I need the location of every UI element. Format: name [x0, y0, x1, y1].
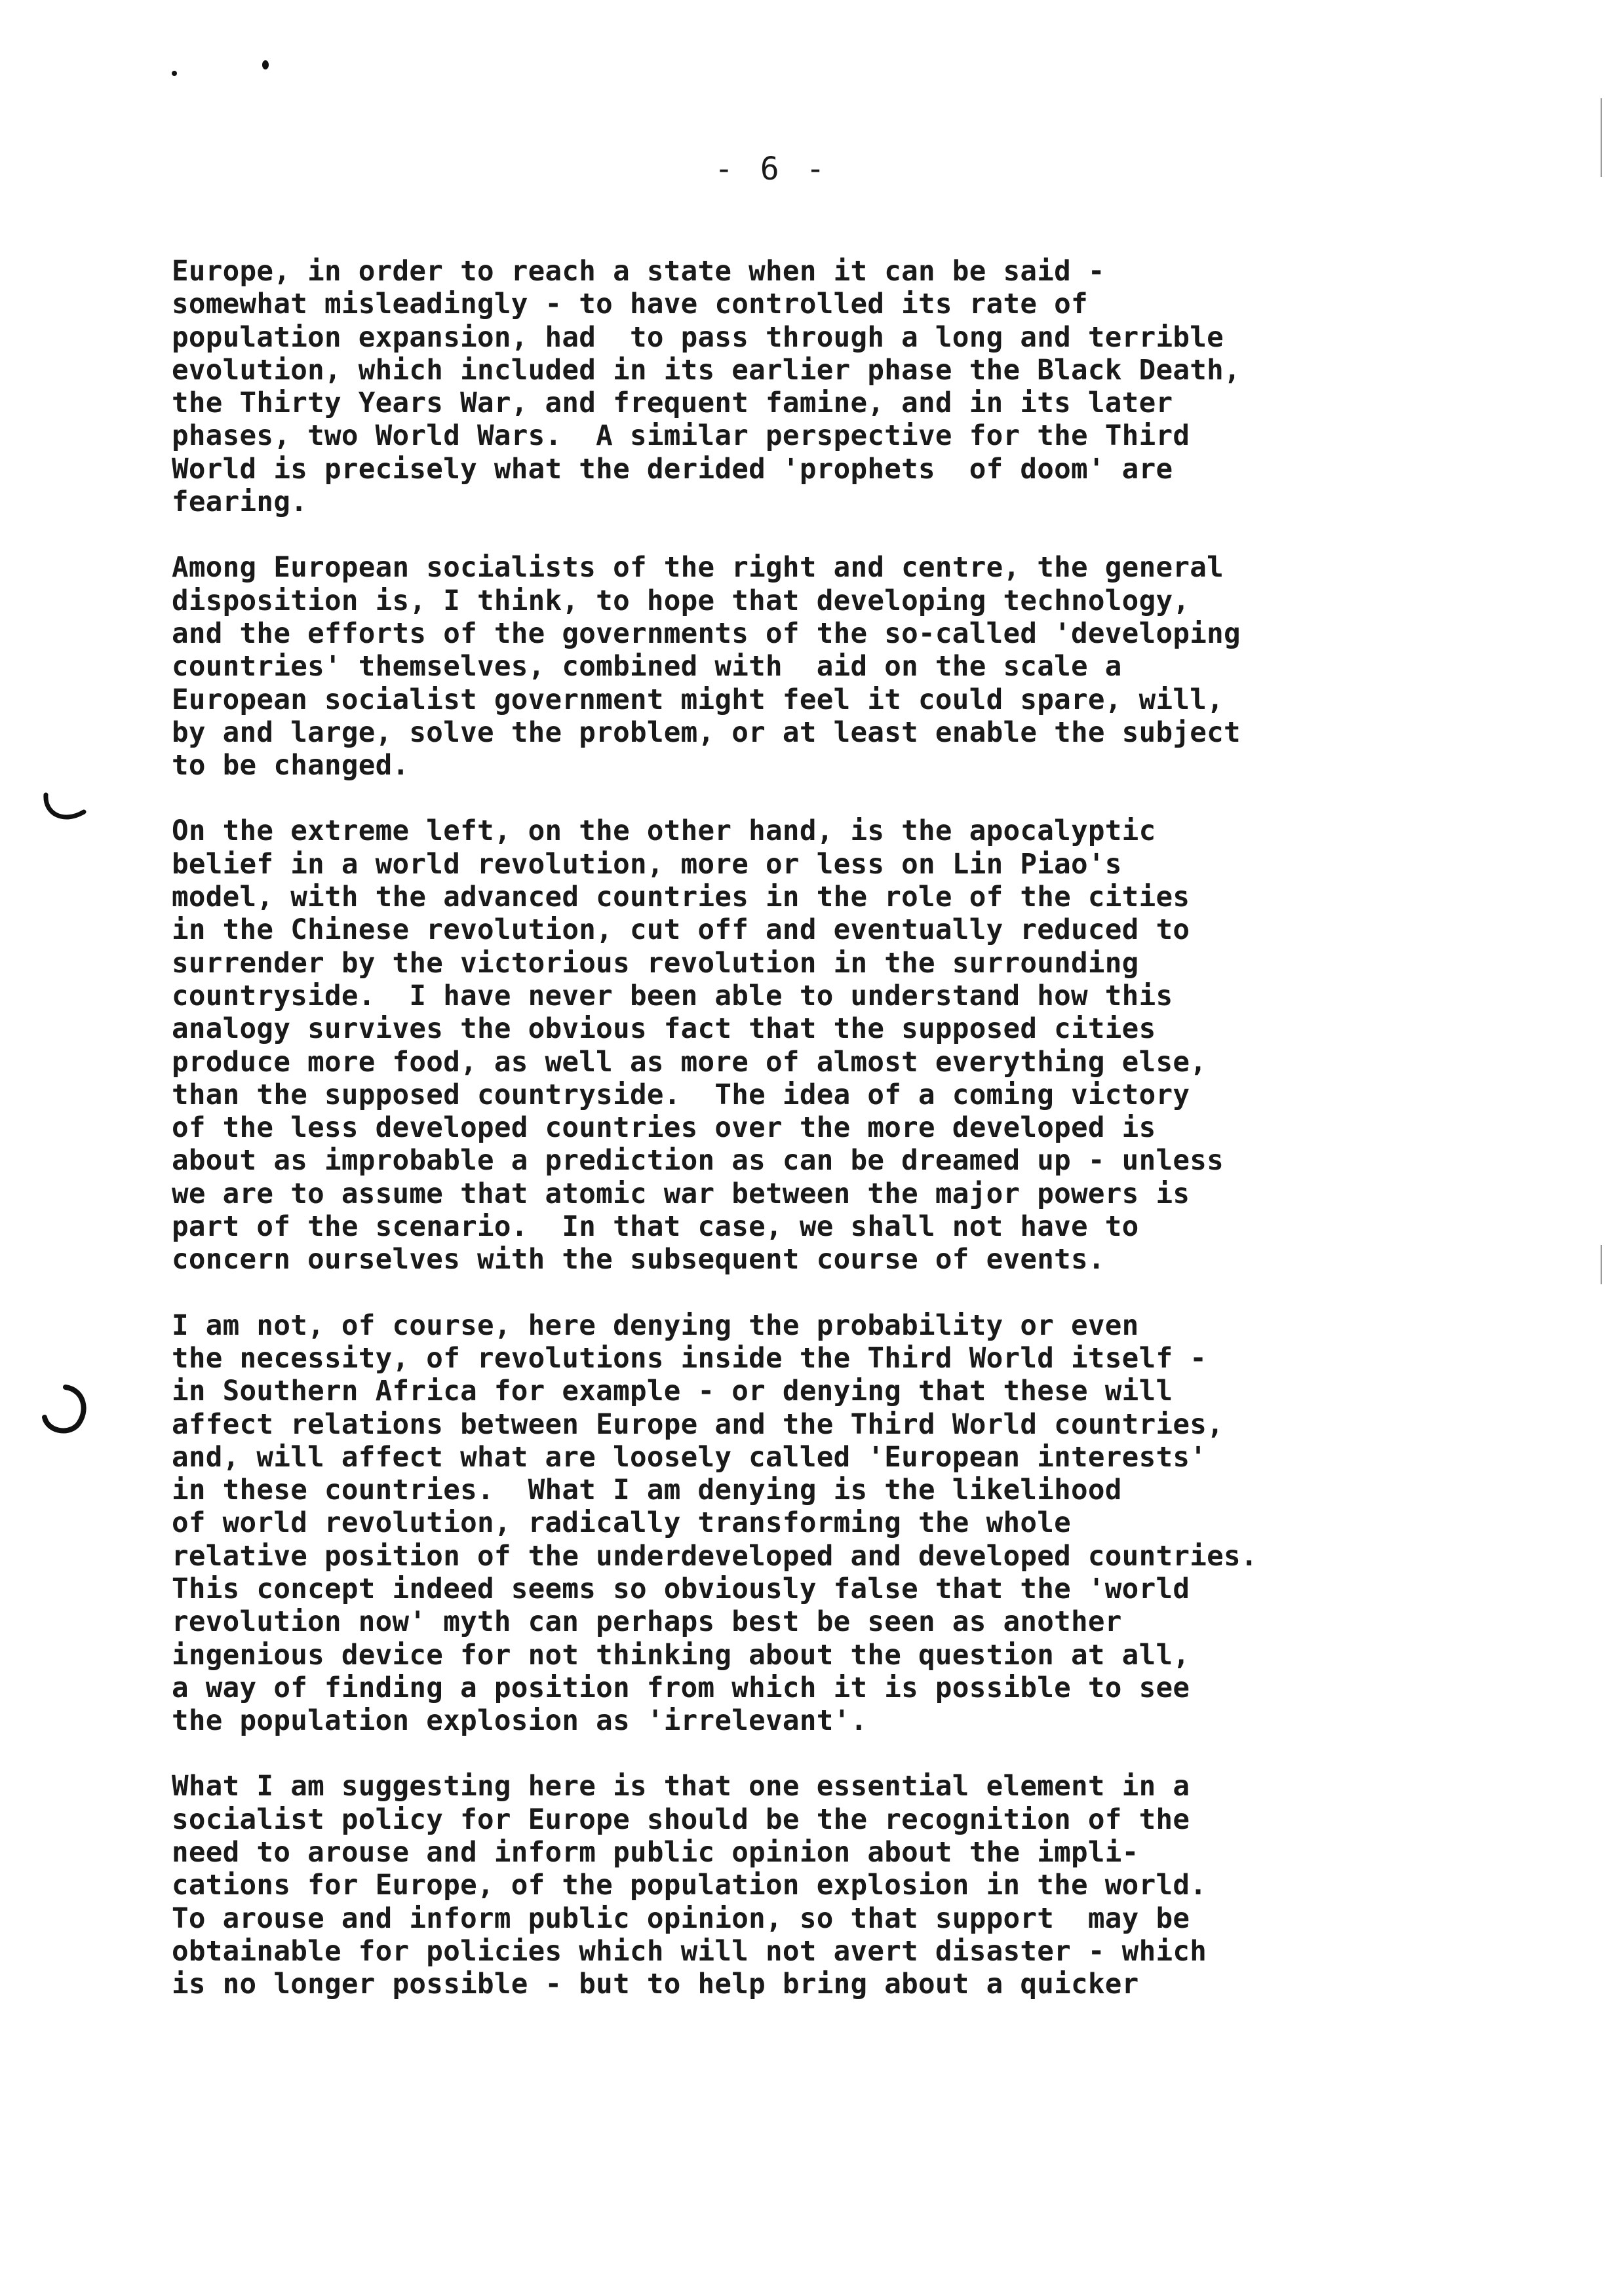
text-line: countries' themselves, combined with aid on the scale a	[172, 651, 1122, 683]
text-line: somewhat misleadingly - to have controlled its rate of	[172, 288, 1088, 321]
text-line: and, will affect what are loosely called 'European interests'	[172, 1441, 1207, 1474]
text-line: to be changed.	[172, 750, 410, 782]
text-line: a way of finding a position from which it is possible to see	[172, 1672, 1190, 1704]
text-line: about as improbable a prediction as can be dreamed up - unless	[172, 1145, 1224, 1177]
text-line: than the supposed countryside. The idea of a coming victory	[172, 1079, 1190, 1111]
paragraph	[172, 552, 1548, 782]
text-line: belief in a world revolution, more or less on Lin Piao's	[172, 848, 1122, 881]
text-line: European socialist government might feel it could spare, will,	[172, 683, 1224, 716]
text-line: part of the scenario. In that case, we shall not have to	[172, 1211, 1139, 1244]
text-line: countryside. I have never been able to understand how this	[172, 980, 1173, 1012]
paragraph	[172, 256, 1548, 519]
text-line: the Thirty Years War, and frequent famine, and in its later	[172, 387, 1173, 420]
punch-hole-mark	[39, 1379, 92, 1432]
text-line: the necessity, of revolutions inside the Third World itself -	[172, 1342, 1207, 1375]
scan-edge-mark	[1601, 1245, 1602, 1284]
text-line: This concept indeed seems so obviously false that the 'world	[172, 1573, 1190, 1605]
text-line: need to arouse and inform public opinion about the impli-	[172, 1837, 1139, 1869]
text-line: surrender by the victorious revolution in the surrounding	[172, 947, 1139, 980]
text-line: obtainable for policies which will not avert disaster - which	[172, 1935, 1207, 1968]
text-line: population expansion, had to pass through a long and terrible	[172, 321, 1224, 354]
text-line: analogy survives the obvious fact that the supposed cities	[172, 1013, 1156, 1046]
ink-speck	[262, 60, 269, 69]
text-line: of the less developed countries over the more developed is	[172, 1112, 1156, 1145]
ink-speck	[172, 71, 177, 76]
text-line: revolution now' myth can perhaps best be seen as another	[172, 1606, 1122, 1639]
text-line: in Southern Africa for example - or denying that these will	[172, 1375, 1173, 1408]
scan-edge-mark	[1601, 98, 1602, 177]
text-line: model, with the advanced countries in the role of the cities	[172, 881, 1190, 914]
text-line: On the extreme left, on the other hand, is the apocalyptic	[172, 815, 1156, 848]
paragraph	[172, 1310, 1548, 1738]
text-line: and the efforts of the governments of the so-called 'developing	[172, 617, 1241, 650]
paragraph	[172, 815, 1548, 1276]
text-line: relative position of the underdeveloped and developed countries.	[172, 1540, 1258, 1573]
paragraph	[172, 1770, 1548, 2001]
text-line: is no longer possible - but to help bring about a quicker	[172, 1968, 1139, 2001]
text-line: Europe, in order to reach a state when it can be said -	[172, 256, 1105, 288]
text-line: phases, two World Wars. A similar perspective for the Third	[172, 420, 1190, 453]
text-line: concern ourselves with the subsequent course of events.	[172, 1244, 1105, 1276]
text-line: affect relations between Europe and the Third World countries,	[172, 1408, 1224, 1441]
text-line: produce more food, as well as more of almost everything else,	[172, 1046, 1207, 1079]
text-line: fearing.	[172, 486, 308, 519]
text-line: What I am suggesting here is that one essential element in a	[172, 1770, 1190, 1803]
page-number: - 6 -	[714, 151, 829, 187]
text-line: in these countries. What I am denying is the likelihood	[172, 1474, 1122, 1507]
text-line: in the Chinese revolution, cut off and eventually reduced to	[172, 914, 1190, 947]
text-line: Among European socialists of the right and centre, the general	[172, 552, 1224, 584]
text-line: by and large, solve the problem, or at least enable the subject	[172, 716, 1241, 749]
text-line: disposition is, I think, to hope that developing technology,	[172, 584, 1190, 617]
punch-hole-mark	[39, 783, 92, 835]
text-line: ingenious device for not thinking about the question at all,	[172, 1639, 1190, 1672]
text-line: the population explosion as 'irrelevant'.	[172, 1705, 868, 1738]
text-line: I am not, of course, here denying the probability or even	[172, 1309, 1139, 1342]
text-line: of world revolution, radically transforming the whole	[172, 1507, 1072, 1540]
text-line: World is precisely what the derided 'prophets of doom' are	[172, 453, 1173, 486]
text-line: cations for Europe, of the population explosion in the world.	[172, 1869, 1207, 1902]
text-line: socialist policy for Europe should be the recognition of the	[172, 1803, 1190, 1836]
body-text	[172, 256, 1548, 2035]
text-line: evolution, which included in its earlier phase the Black Death,	[172, 354, 1241, 387]
text-line: we are to assume that atomic war between the major powers is	[172, 1177, 1190, 1210]
text-line: To arouse and inform public opinion, so that support may be	[172, 1902, 1190, 1935]
